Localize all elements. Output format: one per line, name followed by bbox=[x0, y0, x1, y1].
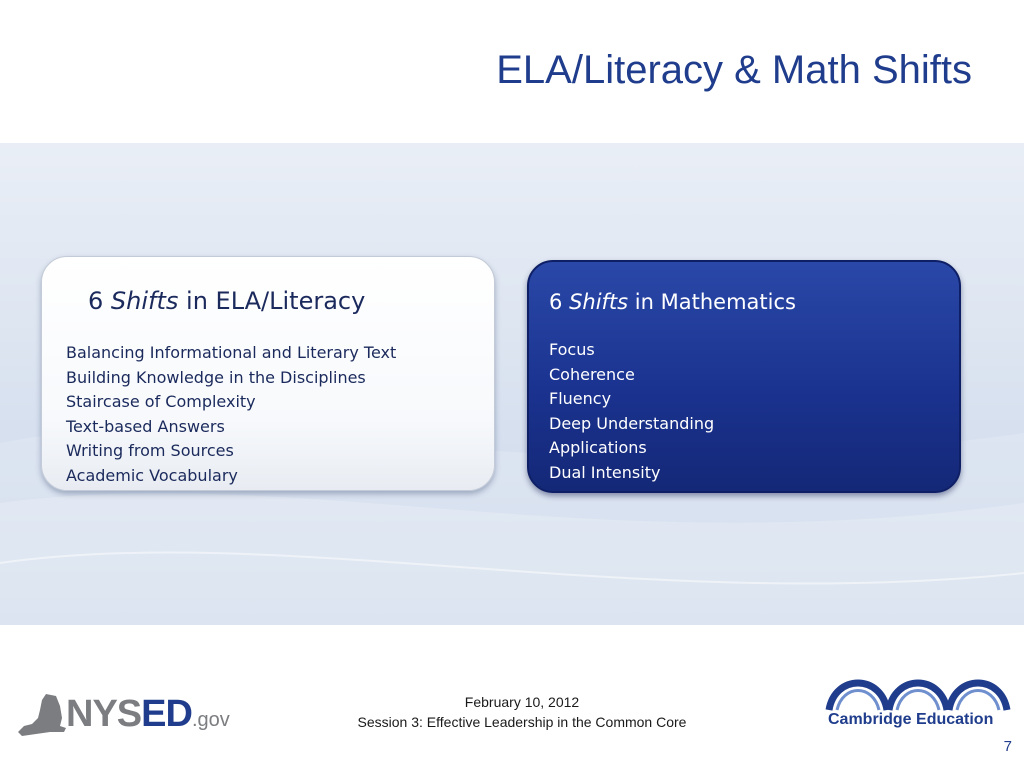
list-item: Text-based Answers bbox=[66, 416, 225, 436]
heading-suffix: in Mathematics bbox=[634, 290, 796, 314]
arches-icon bbox=[825, 670, 1013, 712]
page-number: 7 bbox=[1003, 738, 1012, 755]
list-item: Dual Intensity bbox=[549, 462, 661, 482]
ela-shift-list bbox=[66, 341, 396, 488]
footer-date: February 10, 2012 bbox=[464, 694, 580, 710]
nysed-wordmark-gov: .gov bbox=[191, 709, 230, 731]
list-item: Writing from Sources bbox=[66, 441, 234, 460]
cambridge-education-logo bbox=[825, 670, 1013, 732]
heading-suffix: in ELA/Literacy bbox=[186, 287, 366, 315]
ela-card-heading bbox=[88, 287, 365, 315]
math-shift-list bbox=[549, 338, 714, 485]
heading-emphasis: Shifts bbox=[569, 290, 629, 314]
nysed-wordmark-ed: ED bbox=[141, 693, 192, 735]
heading-number: 6 bbox=[88, 287, 104, 315]
list-item: Coherence bbox=[549, 364, 635, 384]
ela-shifts-card bbox=[41, 256, 495, 491]
nysed-wordmark bbox=[66, 692, 230, 742]
heading-number: 6 bbox=[549, 290, 563, 314]
nysed-wordmark-ny: NYS bbox=[66, 693, 142, 735]
new-york-state-icon bbox=[16, 692, 68, 740]
heading-emphasis: Shifts bbox=[110, 287, 179, 315]
list-item: Academic Vocabulary bbox=[66, 465, 238, 485]
nysed-logo bbox=[16, 690, 230, 742]
math-card-heading bbox=[549, 290, 796, 314]
list-item: Deep Understanding bbox=[549, 413, 715, 433]
list-item: Applications bbox=[549, 438, 647, 457]
math-shifts-card bbox=[527, 260, 961, 493]
list-item: Balancing Informational and Literary Text bbox=[66, 343, 397, 362]
list-item: Staircase of Complexity bbox=[66, 392, 256, 411]
list-item: Focus bbox=[549, 340, 595, 359]
list-item: Fluency bbox=[549, 389, 612, 408]
footer-session: Session 3: Effective Leadership in the Common Core bbox=[357, 714, 687, 730]
list-item: Building Knowledge in the Disciplines bbox=[66, 367, 366, 387]
cambridge-wordmark: Cambridge Education bbox=[828, 711, 994, 728]
slide-title: ELA/Literacy & Math Shifts bbox=[496, 48, 972, 92]
